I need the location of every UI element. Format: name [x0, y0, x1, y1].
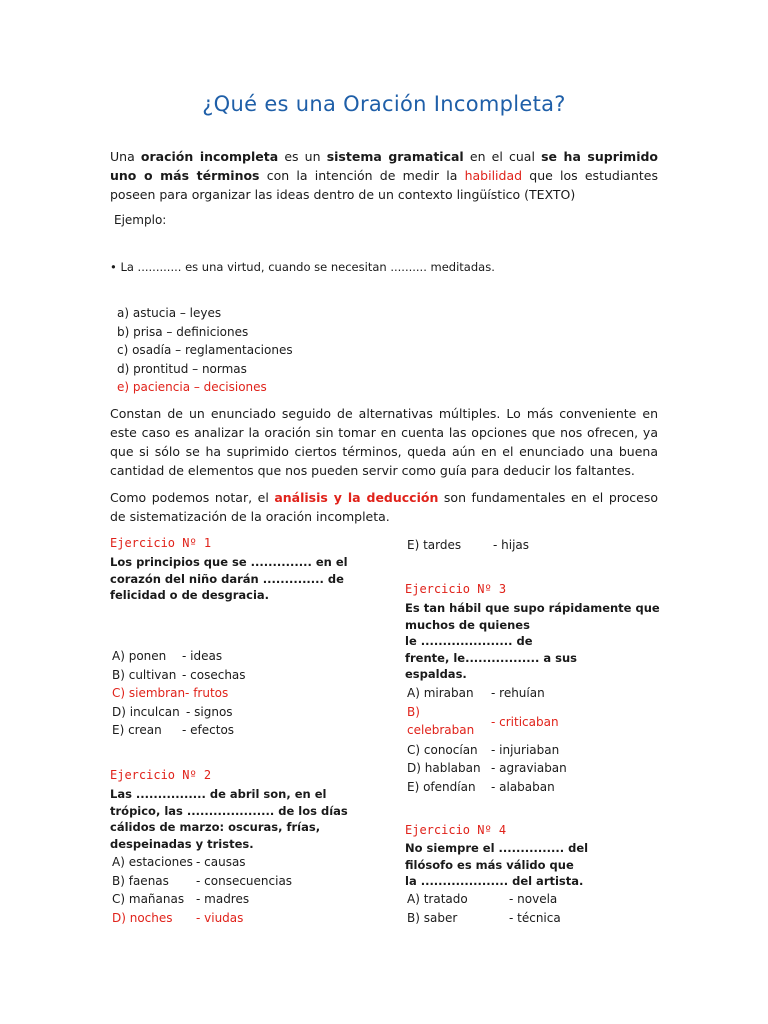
exercise-4-title: Ejercicio Nº 4 — [405, 823, 507, 837]
exercise-2-option: C) mañanas - madres — [112, 892, 250, 906]
example-options — [117, 304, 293, 397]
example-option-e: e) paciencia – decisiones — [117, 380, 267, 394]
exercise-4-options — [407, 890, 561, 927]
exercise-2-option: D) noches - viudas — [112, 910, 244, 925]
intro-paragraph: Una oración incompleta es un sistema gramatical en el cual se ha suprimido uno o más términos con la intención de medir la habilidad que los estudiantes poseen para organizar las ideas dentro de un contexto lingüístico (TEXTO) — [110, 149, 659, 202]
term-habilidad: habilidad — [464, 168, 523, 183]
example-option-a: a) astucia – leyes — [117, 306, 222, 320]
term-oracion-incompleta: oración incompleta — [140, 149, 279, 164]
exercise-4-question: No siempre el ............... del filósofo es más válido que la .................... del artista. — [405, 841, 589, 888]
exercise-3-option: E) ofendían - alababan — [407, 779, 555, 794]
exercise-3-question: Es tan hábil que supo rápidamente que muchos de quienes le ..................... de frente, le................. a sus espaldas. — [405, 601, 660, 681]
term-analisis-deduccion: análisis y la deducción — [274, 490, 439, 505]
conclusion-paragraph: Como podemos notar, el análisis y la deducción son fundamentales en el proceso de sistematización de la oración incompleta. — [110, 490, 658, 524]
example-option-b: b) prisa – definiciones — [117, 324, 249, 339]
exercise-1-title: Ejercicio Nº 1 — [110, 536, 212, 550]
exercise-1-options — [112, 647, 246, 740]
exercise-2-question: Las ................ de abril son, en el trópico, las .................... de los días cálidos de marzo: oscuras, frías, despeinadas y tristes. — [110, 787, 348, 851]
exercise-1-option: E) crean - efectos — [112, 723, 235, 737]
exercise-3-option: A) miraban - rehuían — [407, 686, 545, 700]
example-option-c: c) osadía – reglamentaciones — [117, 343, 293, 357]
exercise-2-title: Ejercicio Nº 2 — [110, 768, 212, 782]
term-suprimido: se ha suprimido uno o más términos — [110, 149, 659, 183]
exercise-3-option: C) conocían - injuriaban — [407, 742, 560, 757]
explanation-paragraph: Constan de un enunciado seguido de alternativas múltiples. Lo más conveniente en este caso es analizar la oración sin tomar en cuenta las opciones que nos ofrecen, ya que si sólo se ha suprimido ciertos términos, queda aún en el enunciado una buena cantidad de elementos que nos pueden servir como guía para deducir los faltantes. — [110, 406, 658, 478]
page-title: ¿Qué es una Oración Incompleta? — [202, 92, 566, 116]
exercise-1-option: C) siembran- frutos — [112, 686, 229, 700]
term-sistema-gramatical: sistema gramatical — [326, 149, 464, 164]
exercise-3-options — [407, 684, 567, 796]
example-sentence: • La ............ es una virtud, cuando se necesitan .......... meditadas. — [110, 260, 495, 274]
exercise-2-options — [112, 853, 292, 927]
exercise-1-option: B) cultivan - cosechas — [112, 667, 246, 682]
exercise-1-question: Los principios que se .............. en el corazón del niño darán .............. de felicidad o de desgracia. — [110, 555, 348, 602]
exercise-4-option: B) saber - técnica — [407, 910, 561, 925]
example-label: Ejemplo: — [114, 213, 167, 227]
example-option-d: d) prontitud – normas — [117, 361, 247, 376]
exercise-3-option: B) celebraban - criticaban — [407, 704, 559, 737]
exercise-4-option: A) tratado - novela — [407, 892, 558, 906]
exercise-3-option: D) hablaban - agraviaban — [407, 761, 567, 775]
exercise-2-option: A) estaciones - causas — [112, 855, 246, 869]
exercise-1-option: D) inculcan - signos — [112, 704, 233, 719]
exercise-2-option: E) tardes - hijas — [407, 538, 530, 552]
exercise-2-option: B) faenas - consecuencias — [112, 873, 293, 888]
exercise-3-title: Ejercicio Nº 3 — [405, 582, 507, 596]
exercise-1-option: A) ponen - ideas — [112, 649, 223, 663]
